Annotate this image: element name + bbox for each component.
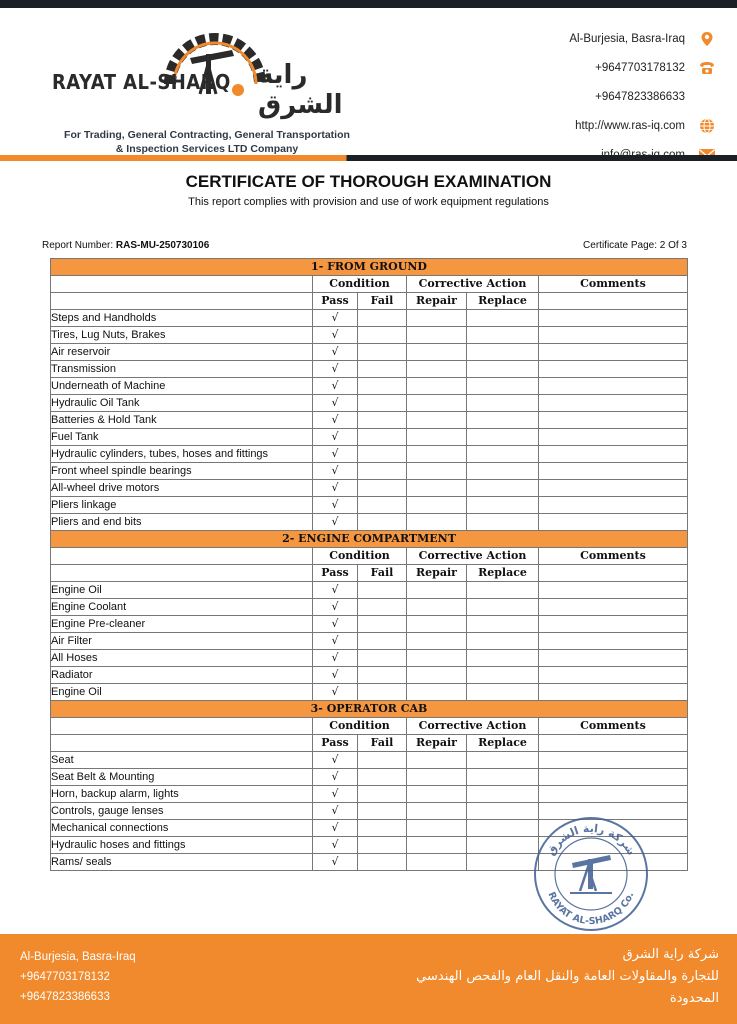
table-row [51, 446, 688, 463]
section-title: 1- FROM GROUND [51, 259, 688, 276]
repair-cell [407, 769, 467, 786]
repair-cell [407, 310, 467, 327]
repair-cell [407, 616, 467, 633]
replace-cell [467, 854, 539, 871]
repair-header: Repair [407, 735, 467, 752]
repair-cell [407, 378, 467, 395]
replace-cell [467, 752, 539, 769]
replace-cell [467, 820, 539, 837]
pass-checkmark: √ [313, 361, 358, 378]
item-header-cell [51, 293, 313, 310]
fail-cell [358, 786, 407, 803]
replace-cell [467, 582, 539, 599]
contact-address [455, 24, 715, 53]
stamp-text-en: RAYAT AL-SHARQ Co. [545, 890, 637, 928]
location-pin-icon [699, 31, 715, 47]
footer-ar-line-2: للتجارة والمقاولات العامة والنقل العام والفحص الهندسي [416, 969, 719, 984]
header-row-2 [51, 565, 688, 582]
header-row-1 [51, 718, 688, 735]
fail-cell [358, 803, 407, 820]
replace-cell [467, 463, 539, 480]
item-name: Fuel Tank [51, 429, 313, 446]
footer-ar-line-3: المحدودة [669, 991, 719, 1006]
svg-text:RAYAT AL-SHARQ Co. [546, 890, 637, 927]
item-name: Tires, Lug Nuts, Brakes [51, 327, 313, 344]
pass-checkmark: √ [313, 633, 358, 650]
contact-phone-2[interactable] [455, 82, 715, 111]
pass-checkmark: √ [313, 616, 358, 633]
replace-cell [467, 429, 539, 446]
repair-cell [407, 429, 467, 446]
svg-text:شركة راية الشرق [544, 822, 638, 858]
item-header-cell [51, 276, 313, 293]
letterhead [0, 8, 737, 158]
company-name-ar: راية الشرق [258, 60, 343, 120]
fail-cell [358, 463, 407, 480]
comments-cell [539, 497, 688, 514]
fail-cell [358, 752, 407, 769]
table-row [51, 599, 688, 616]
header-divider [0, 155, 737, 161]
pass-checkmark: √ [313, 803, 358, 820]
table-row [51, 429, 688, 446]
item-name: Seat Belt & Mounting [51, 769, 313, 786]
comments-header: Comments [539, 276, 688, 293]
report-number-label: Report Number: [42, 240, 114, 251]
repair-cell [407, 684, 467, 701]
pass-checkmark: √ [313, 446, 358, 463]
fail-header: Fail [358, 565, 407, 582]
repair-cell [407, 599, 467, 616]
comments-cell [539, 514, 688, 531]
replace-cell [467, 327, 539, 344]
section-title-row [51, 701, 688, 718]
comments-cell [539, 786, 688, 803]
comments-cell [539, 650, 688, 667]
pass-checkmark: √ [313, 310, 358, 327]
certificate-subtitle: This report complies with provision and use of work equipment regulations [188, 196, 549, 208]
item-header-cell [51, 565, 313, 582]
replace-cell [467, 616, 539, 633]
contact-block [455, 24, 715, 169]
pass-header: Pass [313, 735, 358, 752]
repair-cell [407, 446, 467, 463]
item-name: Hydraulic Oil Tank [51, 395, 313, 412]
pass-checkmark: √ [313, 412, 358, 429]
replace-cell [467, 667, 539, 684]
repair-cell [407, 344, 467, 361]
repair-header: Repair [407, 565, 467, 582]
header-row-2 [51, 293, 688, 310]
fail-cell [358, 582, 407, 599]
replace-cell [467, 395, 539, 412]
pass-checkmark: √ [313, 497, 358, 514]
comments-cell [539, 582, 688, 599]
pass-checkmark: √ [313, 684, 358, 701]
replace-cell [467, 480, 539, 497]
comments-cell [539, 616, 688, 633]
repair-cell [407, 412, 467, 429]
comments-header-cell [539, 565, 688, 582]
corrective-action-header: Corrective Action [407, 276, 539, 293]
repair-cell [407, 327, 467, 344]
globe-icon [699, 118, 715, 134]
replace-cell [467, 803, 539, 820]
replace-header: Replace [467, 565, 539, 582]
item-name: Engine Coolant [51, 599, 313, 616]
pass-checkmark: √ [313, 582, 358, 599]
repair-cell [407, 650, 467, 667]
comments-cell [539, 684, 688, 701]
item-name: Underneath of Machine [51, 378, 313, 395]
examination-table [50, 258, 688, 871]
pass-header: Pass [313, 293, 358, 310]
repair-cell [407, 837, 467, 854]
replace-cell [467, 344, 539, 361]
repair-cell [407, 514, 467, 531]
repair-cell [407, 463, 467, 480]
tagline-line-2: & Inspection Services LTD Company [115, 143, 299, 155]
certificate-page: Certificate Page: 2 Of 3 [583, 240, 687, 251]
fail-cell [358, 310, 407, 327]
item-name: Batteries & Hold Tank [51, 412, 313, 429]
blank-icon-slot [699, 89, 715, 105]
comments-cell [539, 344, 688, 361]
corrective-action-header: Corrective Action [407, 548, 539, 565]
pass-checkmark: √ [313, 344, 358, 361]
replace-cell [467, 684, 539, 701]
table-row [51, 480, 688, 497]
certificate-title: CERTIFICATE OF THOROUGH EXAMINATION [185, 172, 552, 191]
item-name: Rams/ seals [51, 854, 313, 871]
item-header-cell [51, 718, 313, 735]
pass-checkmark: √ [313, 395, 358, 412]
table-row [51, 633, 688, 650]
section-title: 2- ENGINE COMPARTMENT [51, 531, 688, 548]
tagline-line-1: For Trading, General Contracting, General Transportation [64, 129, 350, 141]
footer-ar-line-1: شركة راية الشرق [622, 947, 719, 962]
item-name: Transmission [51, 361, 313, 378]
fail-header: Fail [358, 293, 407, 310]
pass-checkmark: √ [313, 786, 358, 803]
comments-cell [539, 378, 688, 395]
pass-checkmark: √ [313, 650, 358, 667]
repair-header: Repair [407, 293, 467, 310]
item-name: Mechanical connections [51, 820, 313, 837]
table-row [51, 650, 688, 667]
telephone-icon [699, 60, 715, 76]
fail-cell [358, 837, 407, 854]
fail-cell [358, 327, 407, 344]
item-header-cell [51, 548, 313, 565]
item-name: Engine Oil [51, 684, 313, 701]
footer-bar [0, 934, 737, 1024]
footer-address: Al-Burjesia, Basra-Iraq [20, 951, 136, 963]
phone-1-text[interactable]: +9647703178132 [595, 61, 685, 74]
comments-cell [539, 667, 688, 684]
table-row [51, 344, 688, 361]
repair-cell [407, 752, 467, 769]
table-row [51, 327, 688, 344]
table-row [51, 378, 688, 395]
corrective-action-header: Corrective Action [407, 718, 539, 735]
table-row [51, 361, 688, 378]
table-row [51, 514, 688, 531]
table-row [51, 497, 688, 514]
item-name: Air reservoir [51, 344, 313, 361]
comments-cell [539, 752, 688, 769]
comments-header-cell [539, 293, 688, 310]
top-dark-bar [0, 0, 737, 8]
repair-cell [407, 480, 467, 497]
fail-cell [358, 667, 407, 684]
replace-cell [467, 378, 539, 395]
fail-cell [358, 344, 407, 361]
pass-checkmark: √ [313, 599, 358, 616]
item-name: Controls, gauge lenses [51, 803, 313, 820]
table-row [51, 395, 688, 412]
fail-header: Fail [358, 735, 407, 752]
replace-cell [467, 310, 539, 327]
item-name: Pliers linkage [51, 497, 313, 514]
comments-header: Comments [539, 548, 688, 565]
replace-cell [467, 769, 539, 786]
repair-cell [407, 361, 467, 378]
replace-cell [467, 837, 539, 854]
company-name-en: RAYAT AL-SHARQ [52, 70, 231, 94]
replace-cell [467, 361, 539, 378]
replace-cell [467, 599, 539, 616]
item-name: Horn, backup alarm, lights [51, 786, 313, 803]
pass-checkmark: √ [313, 463, 358, 480]
repair-cell [407, 786, 467, 803]
comments-cell [539, 361, 688, 378]
table-row [51, 769, 688, 786]
repair-cell [407, 633, 467, 650]
replace-cell [467, 633, 539, 650]
pass-checkmark: √ [313, 820, 358, 837]
report-number-value: RAS-MU-250730106 [115, 240, 210, 251]
section-title-row [51, 531, 688, 548]
pass-checkmark: √ [313, 480, 358, 497]
comments-cell [539, 327, 688, 344]
item-name: All-wheel drive motors [51, 480, 313, 497]
comments-header: Comments [539, 718, 688, 735]
replace-cell [467, 497, 539, 514]
footer-phone-2[interactable]: +9647823386633 [20, 991, 110, 1003]
item-header-cell [51, 735, 313, 752]
comments-cell [539, 446, 688, 463]
fail-cell [358, 412, 407, 429]
pass-checkmark: √ [313, 854, 358, 871]
fail-cell [358, 616, 407, 633]
pass-checkmark: √ [313, 769, 358, 786]
header-row-2 [51, 735, 688, 752]
item-name: Radiator [51, 667, 313, 684]
repair-cell [407, 820, 467, 837]
address-text: Al-Burjesia, Basra-Iraq [569, 32, 685, 45]
repair-cell [407, 854, 467, 871]
replace-cell [467, 412, 539, 429]
website-link[interactable]: http://www.ras-iq.com [575, 119, 685, 132]
table-row [51, 616, 688, 633]
repair-cell [407, 582, 467, 599]
replace-cell [467, 650, 539, 667]
fail-cell [358, 633, 407, 650]
comments-cell [539, 633, 688, 650]
pass-checkmark: √ [313, 429, 358, 446]
header-row-1 [51, 276, 688, 293]
fail-cell [358, 480, 407, 497]
item-name: Front wheel spindle bearings [51, 463, 313, 480]
pass-checkmark: √ [313, 667, 358, 684]
condition-header: Condition [313, 718, 407, 735]
item-name: Seat [51, 752, 313, 769]
comments-cell [539, 310, 688, 327]
section-title-row [51, 259, 688, 276]
table-row [51, 582, 688, 599]
comments-header-cell [539, 735, 688, 752]
pass-checkmark: √ [313, 378, 358, 395]
contact-phone-1[interactable] [455, 53, 715, 82]
header-row-1 [51, 548, 688, 565]
fail-cell [358, 820, 407, 837]
company-stamp [532, 815, 650, 933]
fail-cell [358, 361, 407, 378]
pass-checkmark: √ [313, 514, 358, 531]
comments-cell [539, 599, 688, 616]
table-row [51, 684, 688, 701]
repair-cell [407, 667, 467, 684]
condition-header: Condition [313, 548, 407, 565]
item-name: Engine Pre-cleaner [51, 616, 313, 633]
fail-cell [358, 497, 407, 514]
repair-cell [407, 803, 467, 820]
comments-cell [539, 463, 688, 480]
contact-website[interactable] [455, 111, 715, 140]
item-name: Pliers and end bits [51, 514, 313, 531]
replace-cell [467, 786, 539, 803]
comments-cell [539, 429, 688, 446]
footer-contact [20, 947, 136, 1007]
fail-cell [358, 599, 407, 616]
item-name: Engine Oil [51, 582, 313, 599]
comments-cell [539, 769, 688, 786]
condition-header: Condition [313, 276, 407, 293]
table-row [51, 786, 688, 803]
replace-cell [467, 446, 539, 463]
item-name: Air Filter [51, 633, 313, 650]
item-name: Steps and Handholds [51, 310, 313, 327]
table-row [51, 310, 688, 327]
repair-cell [407, 395, 467, 412]
report-number-block [42, 240, 209, 251]
item-name: All Hoses [51, 650, 313, 667]
fail-cell [358, 650, 407, 667]
table-row [51, 412, 688, 429]
fail-cell [358, 446, 407, 463]
company-tagline [52, 128, 362, 156]
item-name: Hydraulic hoses and fittings [51, 837, 313, 854]
pass-checkmark: √ [313, 752, 358, 769]
fail-cell [358, 378, 407, 395]
pass-header: Pass [313, 565, 358, 582]
stamp-text-ar: شركة راية الشرق [544, 821, 638, 858]
comments-cell [539, 412, 688, 429]
table-row [51, 752, 688, 769]
fail-cell [358, 769, 407, 786]
comments-cell [539, 395, 688, 412]
section-title: 3- OPERATOR CAB [51, 701, 688, 718]
repair-cell [407, 497, 467, 514]
item-name: Hydraulic cylinders, tubes, hoses and fittings [51, 446, 313, 463]
comments-cell [539, 480, 688, 497]
phone-2-text[interactable]: +9647823386633 [595, 90, 685, 103]
fail-cell [358, 395, 407, 412]
footer-arabic-name [339, 944, 719, 1010]
pass-checkmark: √ [313, 837, 358, 854]
table-row [51, 667, 688, 684]
replace-header: Replace [467, 735, 539, 752]
pass-checkmark: √ [313, 327, 358, 344]
footer-phone-1[interactable]: +9647703178132 [20, 971, 110, 983]
table-row [51, 463, 688, 480]
replace-cell [467, 514, 539, 531]
fail-cell [358, 429, 407, 446]
fail-cell [358, 514, 407, 531]
company-logo [40, 20, 360, 160]
replace-header: Replace [467, 293, 539, 310]
fail-cell [358, 684, 407, 701]
stamp-pumpjack-icon [570, 855, 612, 893]
fail-cell [358, 854, 407, 871]
